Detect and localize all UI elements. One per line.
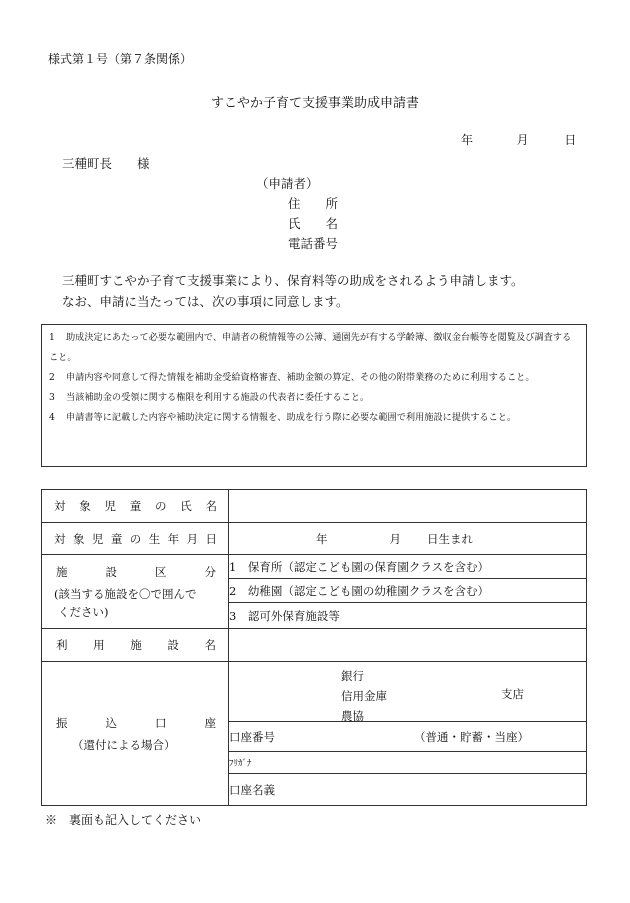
date-day: 日: [564, 133, 577, 147]
address-label: 住 所: [288, 196, 339, 211]
child-name-label: 対 象 児 童 の 氏 名: [42, 490, 229, 523]
facility-type-label: 施 設 区 分 (該当する施設を〇で囲んで ください): [42, 555, 229, 629]
facility-type-note-2: ください): [58, 604, 109, 619]
table-row: [42, 629, 587, 662]
dob-year: 年: [316, 531, 328, 546]
back-side-note: ※ 裏面も記入してください: [45, 813, 202, 827]
consent-item: 3 当該補助金の受領に関する権限を利用する施設の代表者に委任すること。: [49, 392, 370, 403]
date-month: 月: [516, 133, 529, 147]
table-row: [42, 523, 587, 555]
child-dob-label: 対 象 児 童 の 生 年 月 日: [42, 523, 229, 555]
bank-type-bank: 銀行: [341, 669, 364, 683]
addressee: 三種町長 様: [62, 156, 150, 171]
bank-account-label: 振 込 口 座 （還付による場合）: [42, 662, 229, 806]
facility-type-note: (該当する施設を〇で囲んで: [54, 586, 197, 601]
consent-item: 2 申請内容や同意して得た情報を補助金受給資格審査、補助金額の算定、その他の附帯業務のために利用すること。: [49, 372, 535, 383]
consent-box: [41, 324, 587, 467]
bank-type-credit-union: 信用金庫: [341, 689, 387, 703]
dob-month: 月: [389, 531, 401, 546]
bank-note: （還付による場合）: [72, 737, 176, 752]
account-name-label: 口座名義: [229, 782, 275, 797]
account-number-field[interactable]: [229, 722, 587, 752]
account-number-label: 口座番号: [229, 729, 275, 744]
furigana-label: ﾌﾘｶﾞﾅ: [229, 759, 252, 769]
form-number-label: 様式第１号（第７条関係）: [48, 52, 193, 66]
account-name-field[interactable]: [229, 774, 587, 806]
date-line: [461, 131, 576, 148]
facility-option-1[interactable]: 1 保育所（認定こども園の保育園クラスを含む）: [229, 555, 587, 579]
branch-label: 支店: [501, 687, 524, 701]
table-row: [42, 490, 587, 523]
facility-name-field[interactable]: [229, 629, 587, 662]
name-label: 氏 名: [288, 216, 339, 231]
document-title: すこやか子育て支援事業助成申請書: [210, 96, 419, 111]
bank-name-field[interactable]: [229, 662, 587, 722]
facility-option-2[interactable]: 2 幼稚園（認定こども園の幼稚園クラスを含む）: [229, 579, 587, 603]
child-dob-field[interactable]: [229, 523, 587, 555]
table-row: [42, 662, 587, 722]
facility-name-label: 利 用 施 設 名: [42, 629, 229, 662]
facility-option-3[interactable]: 3 認可外保育施設等: [229, 603, 587, 629]
applicant-heading: （申請者）: [256, 176, 319, 191]
consent-item: 4 申請書等に記載した内容や補助決定に関する情報を、助成を行う際に必要な範囲で利用施設に提供すること。: [49, 412, 517, 423]
furigana-field[interactable]: [229, 752, 587, 774]
table-row: [42, 555, 587, 579]
dob-suffix: 日生まれ: [427, 531, 473, 546]
child-name-field[interactable]: [229, 490, 587, 523]
bank-type-agricultural: 農協: [341, 709, 364, 723]
phone-label: 電話番号: [288, 236, 339, 251]
application-table: [41, 489, 587, 806]
date-year: 年: [461, 133, 474, 147]
consent-item: 1 助成決定にあたって必要な範囲内で、申請者の税情報等の公簿、通園先が有する学齢簿、徴収金台帳等を閲覧及び調査すること。: [49, 332, 572, 363]
account-type-label: （普通・貯蓄・当座）: [414, 729, 529, 744]
statement-line-2: なお、申請に当たっては、次の事項に同意します。: [62, 294, 349, 309]
statement-line-1: 三種町すこやか子育て支援事業により、保育料等の助成をされるよう申請します。: [62, 273, 524, 288]
